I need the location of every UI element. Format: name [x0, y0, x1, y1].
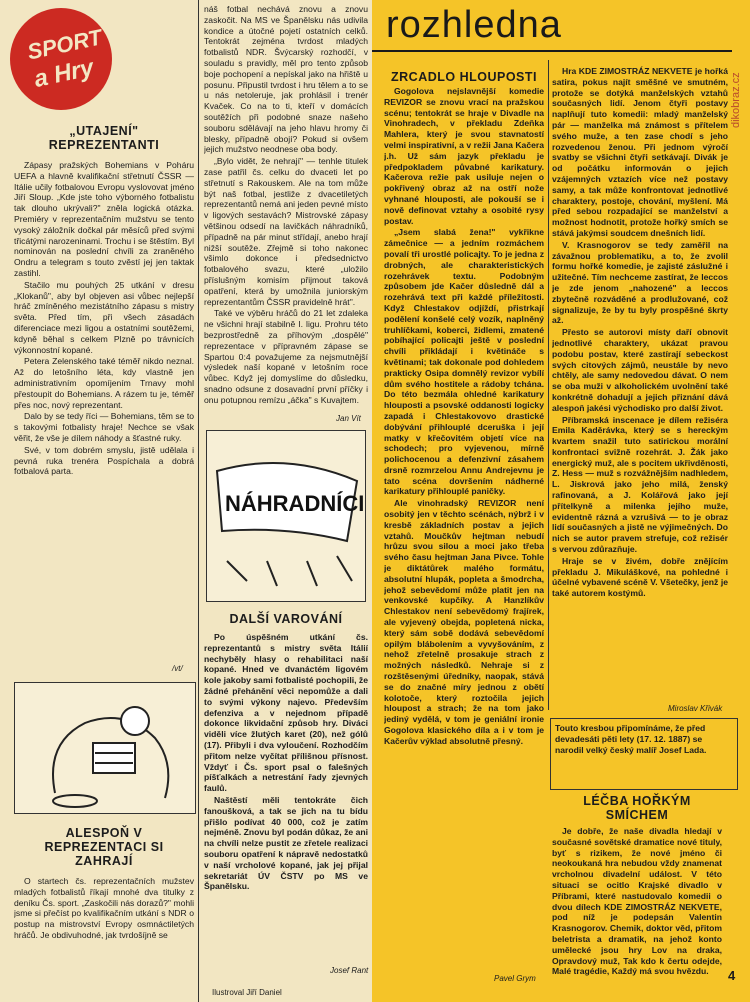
utajeni-title: „UTAJENÍ" REPREZENTANTI [48, 124, 160, 152]
utajeni-p5: Své, v tom dobrém smyslu, jistě udělala i pevná ruka trenéra Pospíchala a dobrá fotbalová parta. [14, 444, 194, 477]
logo-line2: a Hry [31, 54, 97, 93]
sport-a-hry-logo [10, 8, 112, 110]
kangaroo-drawing [15, 683, 195, 813]
varovani-p2: Naštěstí měli tentokráte čich fanoušková, a tak se jich na tu bídu přišlo podívat 40 000, což je zatím nejméně. Znovu byl podán důkaz, že ani na chvíli nelze pustit ze zřetele realizaci souboru opatření k nápravě nedostatků v naší vrcholové kopané, jak jej přijal sekretariát ÚV ČSTV po MS ve Španělsku. [204, 794, 368, 892]
varovani-article [204, 632, 368, 972]
lada-note [550, 718, 738, 790]
lada-text: Touto kresbou připomínáme, že před devadesáti pěti lety (17. 12. 1887) se narodil velký český malíř Josef Lada. [555, 723, 707, 755]
watermark [728, 8, 748, 148]
kde-signature: Miroslav Křivák [668, 704, 723, 713]
zrcadlo-title: ZRCADLO HLOUPOSTI [391, 70, 537, 84]
logo-line1: SPORT [25, 24, 105, 65]
kangaroo-illustration [14, 682, 196, 814]
alespon-article [14, 876, 194, 998]
zrcadlo-p2: „Jsem slabá žena!" vykřikne zámečnice — a jedním rozmáchem povalí tři urostlé policajty. To je jedna z drobných, ale charakteristických rozehrávek textu. Podobným způsobem jde Kačer důsledně dál a rozehrává text při každé příležitosti. Když Chlestakov odjíždí, přistrkají podělení konšelé celý vozík, naplněný truhlíčkami, koberci, židlemi, zmatené pobíhající policajti ještě v poslední chvíli přikládají i květináče s květinami; tak dokonale pod dohledem prakticky Osipa domnělý revizor vybílí dům svého hostitele a rádoby tchána. Do této bezmála ohledné karikatury hlouposti a psovské oddanosti logicky zapadá i Chlestakovovo drastické dobývání přihlouplé dceruška i její matky v křečovitém objetí více na schodech; pro vyjevenou, mírně polichocenou a defenzivní zásahem drsně rozmrzelou Annu Andrejevnu je tato scéna dovršením nádherné karikatury přihlouplé paničky. [384, 227, 544, 497]
col2-p3: Také ve výběru hráčů do 21 let zdaleka ne všichni hrají stabilně I. ligu. Prohru této bezprostředně za příhovým „dospělé" reprezentace v přípravném zápase se Spartou 0:4 považujeme za nejsmutnější výsledek naší kopané v letošním roce vůbec. Když jej domyslíme do důsledku, snadno odsune z dosavadní první příčky i onu potupnou remízu „áčka" s Kuvajtem. [204, 308, 368, 405]
kde-p2: V. Krasnogorov se tedy zaměřil na závažnou problematiku, a to, že zvolil formu hořké komedie, je zajisté záslužné i užitečné. Tím nechceme zastírat, že leccos je zde jenom „nahozené" a leccos zbytečně rozváděné a prodlužované, což signalizuje, že by tu byly prospěšné škrty až. [552, 239, 728, 326]
nahradnici-cartoon [206, 430, 366, 602]
cartoon-label: NÁHRADNÍCI [225, 491, 365, 516]
title-rule [372, 50, 732, 52]
section-title: rozhledna [386, 4, 562, 46]
right-divider [548, 60, 549, 710]
kde-article [552, 66, 728, 702]
utajeni-p4: Dalo by se tedy říci — Bohemians, těm se to s takovými fotbalisty hraje! Nechce se však věřit, že vše je dílem náhody a šťastné ruky. [14, 411, 194, 443]
zrcadlo-p1: Gogolova nejslavnější komedie REVIZOR se znovu vrací na pražskou scénu; tentokrát se hraje v Divadle na Vinohradech, v překladu Zdeňka Mahlera, který je svou stavnatostí velmi inspirativní, a v režii Jana Kačera j.h. Už sám jazyk překladu je předpokladem půvabné karikatury. Kačerova režie pak usiluje nejen o pokřivený obraz až na ostří nože vyhnané hlouposti, ale pokouší se i nově definovat vztahy a osobité rysy postav. [384, 86, 544, 226]
alespon-title: ALESPOŇ V REPREZENTACI SI ZAHRAJÍ [44, 826, 164, 868]
kde-p4: Příbramská inscenace je dílem režiséra Emila Kaděrávka, který se s hereckým kvartem snažil tuto satirickou morální konfrontaci svižně rozehrát. J. Žák jako energický muž, ale s pocitem ukřivděnosti, Z. Hess — muž s rozvážnějším nadhledem, L. Jiskrová jako jeho milá, ženský rafinovaná, a J. Kolářová jako její přítelkyně a milenka jejího muže, evidentně rázná a vzrušivá — to je obraz lidí současných a jistě ne výjimečných. Do nich se autor pravem strefuje, což režisér s vervou zdůrazňuje. [552, 414, 728, 555]
col2-signature: Jan Vít [336, 414, 361, 423]
utajeni-p3: Petera Zelenského také téměř nikdo neznal. Až do letošního léta, kdy vlastně jen administrativním opomíjením Trnavy mohl přestoupit do Bohemians. A rázem tu je, téměř přes noc, nový reprezentant. [14, 356, 194, 410]
lecba-article [552, 826, 722, 996]
ilustroval-credit: Ilustroval Jiří Daniel [212, 988, 282, 997]
column-divider [198, 0, 199, 1002]
varovani-p1: Po úspěšném utkání čs. reprezentantů s mistry světa Itálií nechyběly hlasy o rehabilitaci naší kopané. Hned ve dvanáctém ligovém kole jakoby sami fotbalisté pochopili, že žádné přehánění věci nepomůže a dali to svými výkony najevo. Především defenziva a v nejednom případě dokonce likvidační způsob hry. Diváci viděli více žlutých karet (20), než gólů (17). Přibyli i dva vyloučení. Rozhodčím přitom nelze vyčítat přílišnou přísnost. Vždyť i Čs. sport psal o falešných píšťalkách a netrestání řady zjevných faulů. [204, 632, 368, 794]
zrcadlo-signature: Pavel Grym [494, 974, 536, 983]
kde-p1: Hra KDE ZIMOSTRÁZ NEKVETE je hořká satira, pokus najít směšné ve smutném, protože se dotýká manželských vztahů současných lidí. Jenom čtyři postavy naplňují tuto komedii: mladý manželský pár — manželka má známost s přítelem svého muže, a ten zase chodí s jeho rozvedenou ženou. Při jednom výročí svatby se všichni čtyři setkávají. Divák je od počátku informován o jejich vzájemných vztazích více než postavy samy, a tak může konfrontovat jednotlivé charaktery, postoje, chování, myšlení. Má před sebou rozpadající se manželství a možnost hodnotit, protože hořký smích se stává jakýmsi soudcem dnešních lidí. [552, 66, 728, 238]
col2-p2: „Bylo vidět, že nehrají" — tenhle titulek zase patřil čs. celku do dvaceti let po střetnutí s Rakouskem. Ale na tom může být naš fotbal, jestliže z dvacetiletých reprezentantů nemá ani jeden pevné místo v ligových sestavách? Mistrovské zápasy většinou odsedí na lavičkách náhradníků, případně na pár minut střídají, anebo hrají nižší soutěže. Zřejmě si toho nakonec všimlo dokonce i předsednictvo fotbalového svazu, které „uložilo příslušným komisím přijmout taková opatření, která by umožnila juniorským reprezentantům ČSSR pravidelně hrát". [204, 156, 368, 307]
utajeni-article [14, 160, 194, 660]
varovani-signature: Josef Rant [330, 966, 369, 975]
kde-p3: Přesto se autorovi místy daří obnovit jednotlivé charaktery, ukázat pravou podobu postav, které zastírají sebeckost svých citových zájmů, neustále by nevo chtěly, ale samy nedovedou dávat. O nem se oba muži v alkoholickém uvolnění také konkrétně dohadují a jejich přiznání dává alespoň jakési východisko pro další život. [552, 327, 728, 413]
nahradnici-drawing [207, 431, 365, 601]
alespon-p1: O startech čs. reprezentačních mužstev mladých fotbalistů říkají mnohé dva titulky z deníku Čs. sport. „Zaskočili nás dorazů?" mohli jsme si přečíst po kvalifikačním utkání s NDR o postup na mistrovství Evropy osmnáctiletých hráčů. Je obdivuhodné, jak tvrdošíjně se [14, 876, 194, 940]
col2-p1: náš fotbal nechává znovu a znovu zaskočit. Na MS ve Španělsku nás udivila kondice a útočné pojetí ostatních celků. Tentokrát zejména tvrdost mladých fotbalistů NDR. Švýcarský rozhodčí, v souladu s pravidly, měl pro tento způsob boje pochopení a nepískal jako na hřiště u posunu. Připustil tvrdost i hru tělem a to se u nás netoleruje, jak prohlásil i trenér Kvaček. Co na to ti, kteří v domácích soutěžích při podobné snaze našeho souboru sdělávají na jeho hlavu hromy či blesky, případně obojí? Pokud si ovšem jejich mužstvo neodnese oba body. [204, 4, 368, 155]
watermark-text: dikobraz.cz [730, 72, 742, 128]
zrcadlo-article [384, 86, 544, 970]
col2-article [204, 4, 368, 410]
zrcadlo-p3: Ale vinohradský REVIZOR není osobitý jen v těchto scénách, nýbrž i v kresbě základních postav a jejich vztahů. Moučkův hejtman nebudí hrůzu svou silou a moci jako třeba svého času hejtman Jana Pivce. Tohle je diktátůrek malého formátu, absolutní hlupák, popleta a šmodrcha, jehož sebevědomí může platit jen na venkovské kupčíky. A Hanzlíkův Chlestakov není sebevědomý frajírek, ale vyjevený obejda, popletená nicka, který sám sobě dodává sebevědomí opilým blábolením a vyvyšováním, z nehož zřetelně prosakuje strach z možných následků. Nehraje si z rozštěsenými úředníky, naopak, stává se do značné míry jednou z obětí kolotoče, který roztočila jejich hloupost a strach; že na tom jako jediný vydělá, v tom je geniální ironie Gogolova klasického díla a i v tom je Kačerův výklad absolutně přesný. [384, 498, 544, 746]
utajeni-signature: /vt/ [172, 664, 183, 673]
kde-p5: Hraje se v živém, dobře znějícím překladu J. Mikuláškové, na pohledné i účelné vybavené scéně V. Všetečky, jenž je také autorem kostýmů. [552, 555, 728, 599]
utajeni-p2: Stačilo mu pouhých 25 utkání v dresu „Klokanů", aby byl objeven asi vůbec nejlepší hráč zmíněného mezistátního zápasu s mistry světa. Před tím, při všech zásadách diferenciace mezi ligou a ostatními soutěžemi, kdyně běhal s celkem Plzně po trávnicích výkonnostní kopané. [14, 279, 194, 355]
varovani-title: DALŠÍ VAROVÁNÍ [229, 612, 343, 626]
utajeni-p1: Zápasy pražských Bohemians v Poháru UEFA a hlavně kvalifikační střetnutí ČSSR — Itálie učily fotbalovou Evropu vyslovovat jméno Jiří Sloup. „Kde jste toho výborného fotbalistu tak dlouho ukrývali?" zněla logická otázka. Premiéry v reprezentačním mužstvu se tento vysoký záložník dočkal pár měsíců před svými třicátými narozeninami. Trochu i se štěstím. Byl nominován na poslední chvíli za zraněného Ondru a telegram s touto zvěstí jej jen taktak zastihl. [14, 160, 194, 278]
lecba-p1: Je dobře, že naše divadla hledají v současné sovětské dramatice nové tituly, byť s rizikem, že nové jméno či neokoukaná hra nebudou vždy znamenat vrcholnou divadelní událost. V této situaci se ocitlo Krajské divadlo v Příbrami, které nastudovalo komedii o dvou dílech KDE ZIMOSTRÁZ NEKVETE, pod níž je podepsán Valentin Krasnogorov. Chemik, doktor věd, přitom beletrista a dramatik, na jehož konto umělecké jsou hry Lov na draka, Opravdový muž, Tak kdo k čertu odejde, Malé tragédie, Každý má svou hvězdu. [552, 826, 722, 977]
page-number: 4 [728, 968, 736, 983]
lecba-title: LÉČBA HOŘKÝM SMÍCHEM [583, 794, 691, 822]
